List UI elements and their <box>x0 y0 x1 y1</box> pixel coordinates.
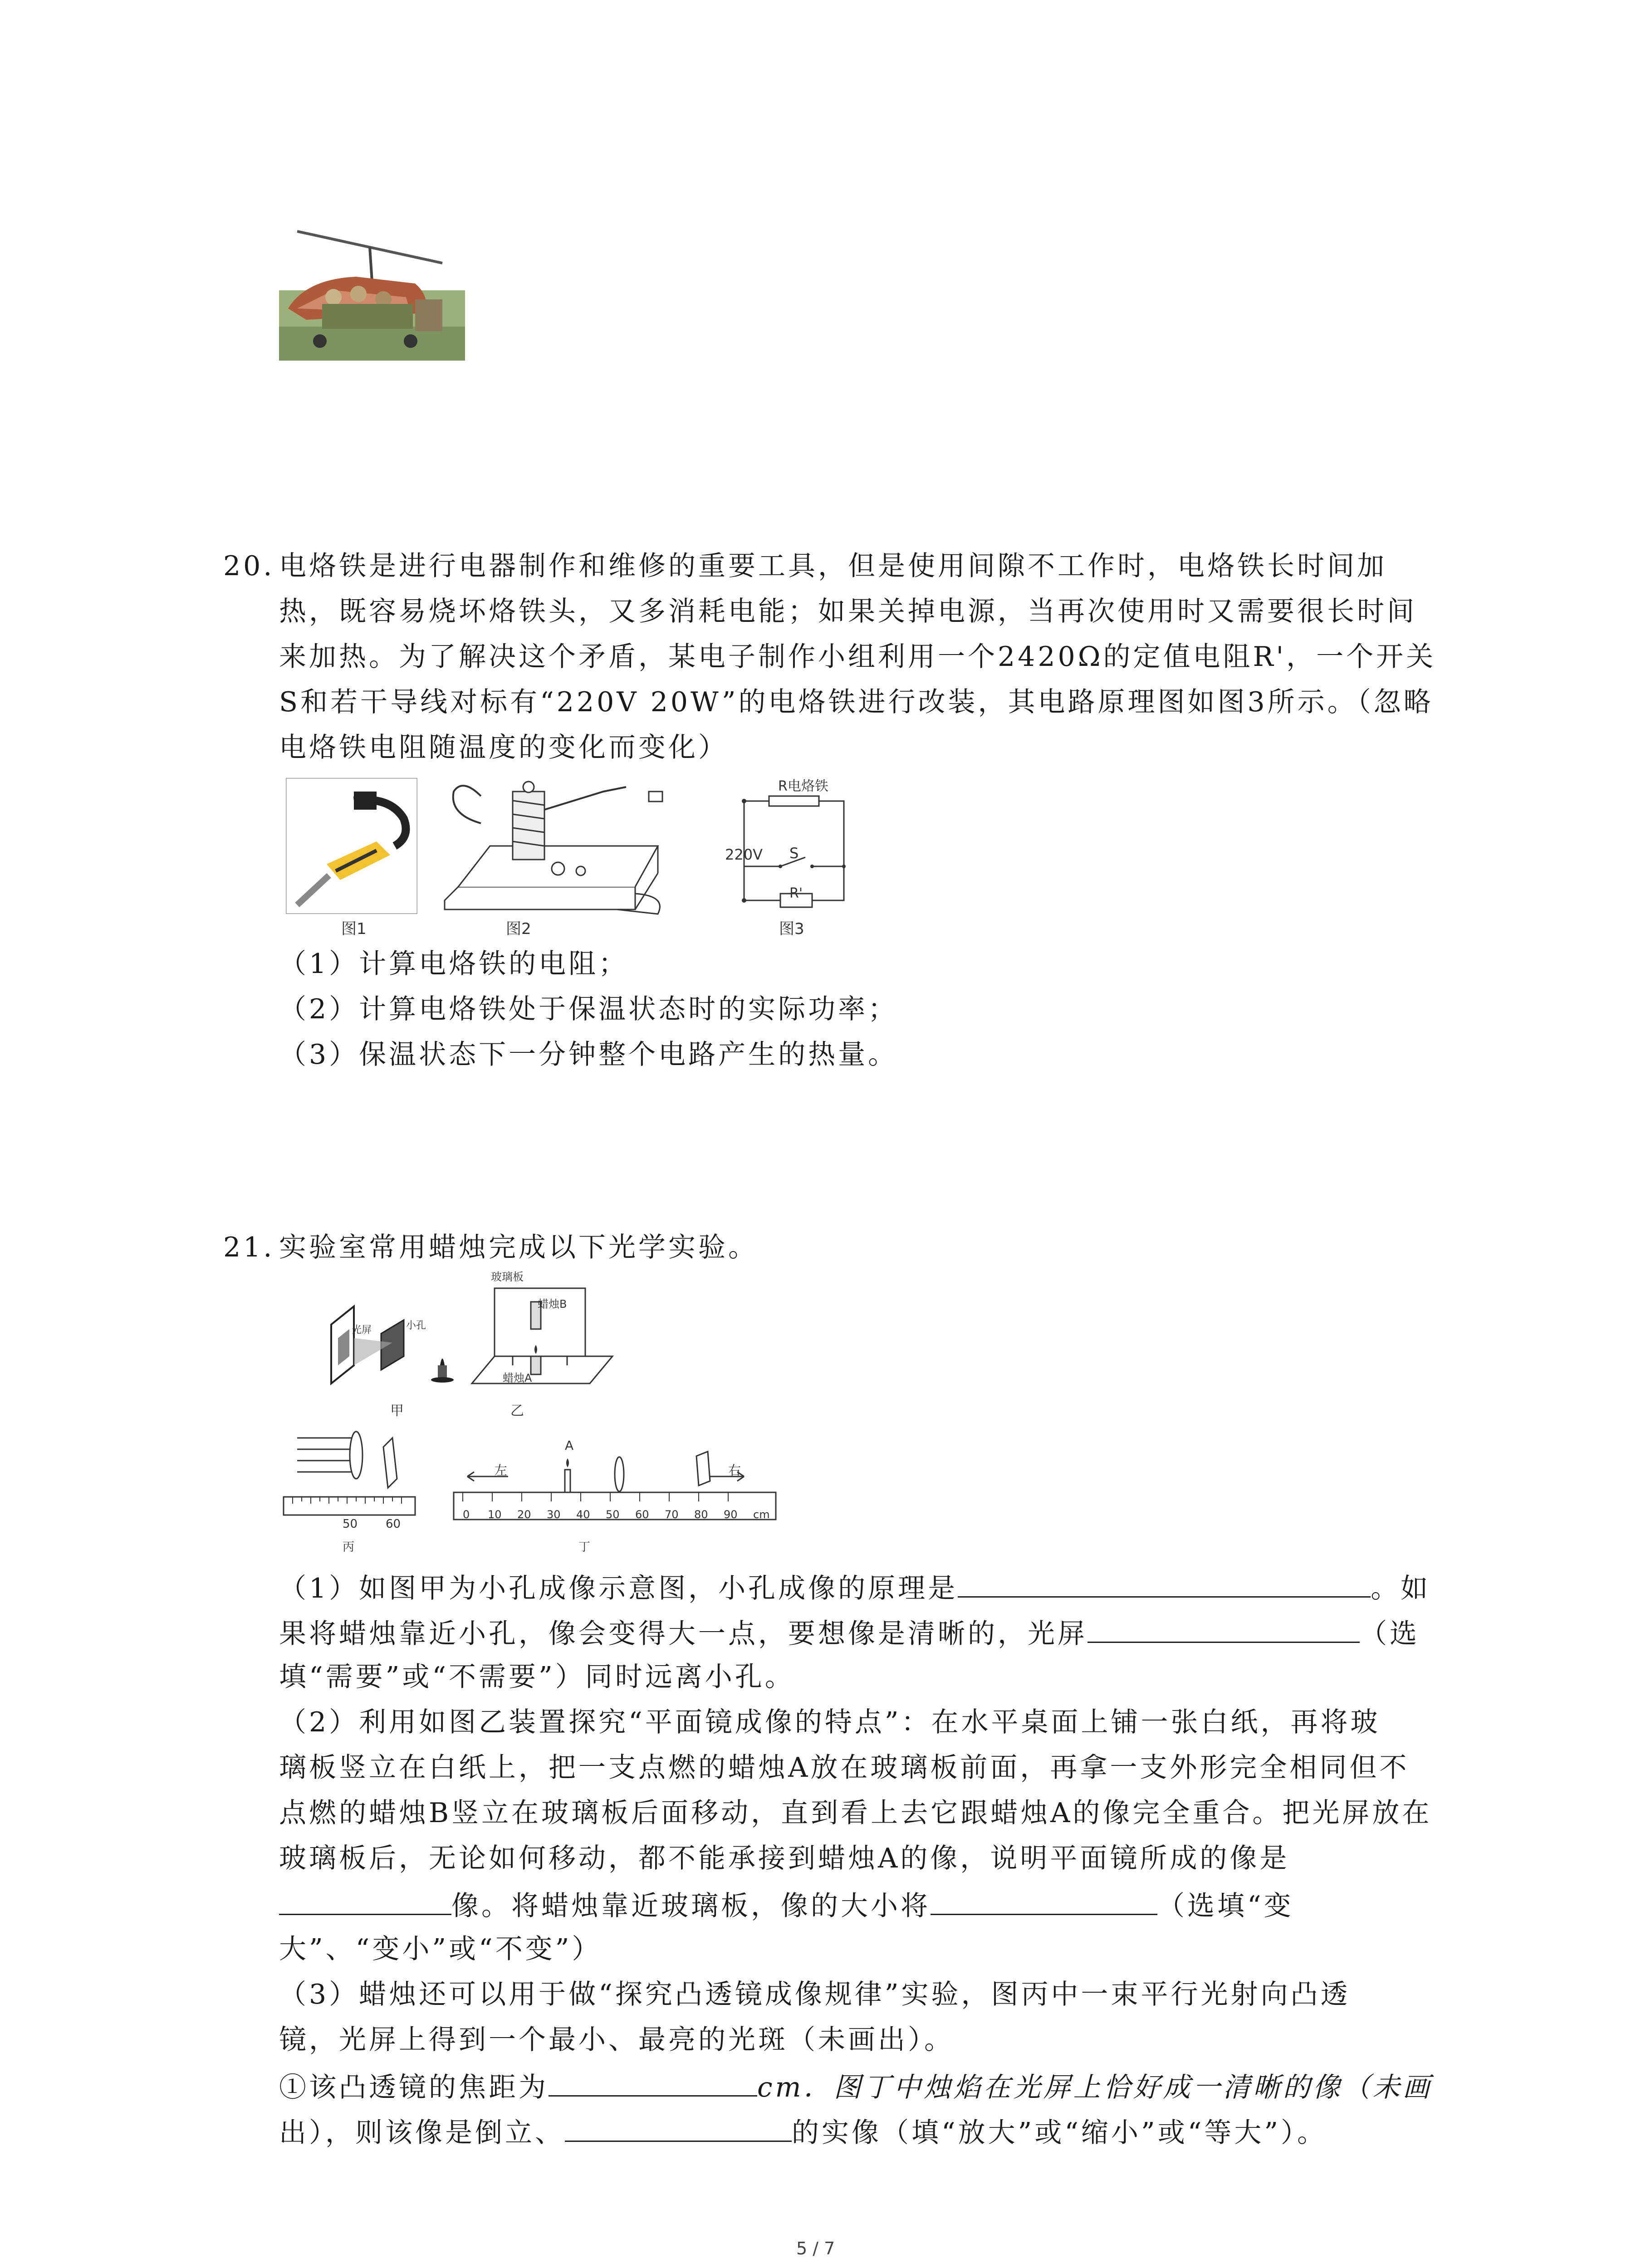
page-number: 5 / 7 <box>796 2239 835 2258</box>
answer-blank-2[interactable] <box>1087 1618 1360 1643</box>
q20-stem-line-3: 来加热。为了解决这个矛盾，某电子制作小组利用一个2420Ω的定值电阻R'，一个开关 <box>279 641 1436 673</box>
fig2-caption: 图2 <box>506 920 531 938</box>
circuit-label-switch: S <box>789 845 799 862</box>
q21-number: 21. <box>223 1232 275 1263</box>
q21-p2-line-5 <box>279 1890 1294 1920</box>
jia-label-screen: 光屏 <box>352 1325 372 1336</box>
q21-p2-line-3: 点燃的蜡烛B竖立在玻璃板后面移动，直到看上去它跟蜡烛A的像完全重合。把光屏放在 <box>279 1797 1432 1829</box>
fig-ding-caption: 丁 <box>578 1540 591 1554</box>
q21-p1-line-2 <box>279 1618 1420 1650</box>
q21-p2-line-2: 璃板竖立在白纸上，把一支点燃的蜡烛A放在玻璃板前面，再拿一支外形完全相同但不 <box>279 1752 1410 1784</box>
ding-tick-cm: cm <box>753 1508 770 1521</box>
q21-p3-line-1: （3）蜡烛还可以用于做“探究凸透镜成像规律”实验，图丙中一束平行光射向凸透 <box>279 1979 1351 2010</box>
ding-tick-70: 70 <box>665 1508 679 1521</box>
yi-label-candleB: 蜡烛B <box>538 1298 567 1310</box>
answer-blank-5[interactable] <box>549 2072 757 2097</box>
q21-p1-text-a: （1）如图甲为小孔成像示意图，小孔成像的原理是 <box>279 1573 958 1604</box>
q20-sub-3: （3）保温状态下一分钟整个电路产生的热量。 <box>279 1039 898 1070</box>
yi-label-glass: 玻璃板 <box>491 1271 524 1283</box>
fig3-caption: 图3 <box>779 920 804 938</box>
fig-jia-caption: 甲 <box>390 1403 404 1419</box>
ding-tick-90: 90 <box>724 1508 738 1521</box>
q21-p3-line-3 <box>279 2072 1433 2101</box>
q21-p1-text-c: 果将蜡烛靠近小孔，像会变得大一点，要想像是清晰的，光屏 <box>279 1618 1087 1650</box>
answer-blank-3[interactable] <box>279 1890 451 1915</box>
q21-p2-text-5a: 像。将蜡烛靠近玻璃板，像的大小将 <box>451 1890 931 1922</box>
q20-sub-1: （1）计算电烙铁的电阻； <box>279 948 629 980</box>
q21-p2-line-1: （2）利用如图乙装置探究“平面镜成像的特点”：在水平桌面上铺一张白纸，再将玻 <box>279 1706 1381 1738</box>
circuit-label-resistor: R' <box>789 885 803 901</box>
q21-p2-text-5b: （选填“变 <box>1157 1890 1294 1922</box>
q21-p3-text-3b: cm．图丁中烛焰在光屏上恰好成一清晰的像（未画 <box>757 2072 1433 2103</box>
q20-stem-line-4: S和若干导线对标有“220V 20W”的电烙铁进行改装，其电路原理图如图3所示。（忽略 <box>279 686 1434 718</box>
ding-label-A: A <box>565 1438 574 1453</box>
fig1-caption: 图1 <box>341 920 367 938</box>
ding-tick-60: 60 <box>635 1508 649 1521</box>
ding-label-right: 右 <box>728 1463 741 1478</box>
focal-length-diagram <box>279 1424 420 1533</box>
q20-stem-line-5: 电烙铁电阻随温度的变化而变化） <box>279 732 728 763</box>
bing-tick-60: 60 <box>386 1517 401 1531</box>
bing-tick-50: 50 <box>343 1517 358 1531</box>
q20-number: 20. <box>223 550 275 582</box>
circuit-label-voltage: 220V <box>725 846 763 863</box>
q20-stem-line-2: 热，既容易烧坏烙铁头，又多消耗电能；如果关掉电源，当再次使用时又需要很长时间 <box>279 596 1417 627</box>
yi-label-candleA: 蜡烛A <box>503 1372 532 1384</box>
ding-tick-50: 50 <box>606 1508 620 1521</box>
ding-tick-30: 30 <box>547 1508 561 1521</box>
ding-label-left: 左 <box>495 1463 508 1478</box>
q21-p1-line-1 <box>279 1573 1430 1602</box>
soldering-iron-photo <box>286 778 417 914</box>
plane-mirror-diagram <box>467 1275 617 1393</box>
q21-p3-text-4a: 出），则该像是倒立、 <box>279 2117 565 2149</box>
q21-p3-text-4b: 的实像（填“放大”或“缩小”或“等大”）。 <box>792 2117 1327 2149</box>
jia-label-hole: 小孔 <box>406 1320 426 1331</box>
ding-tick-0: 0 <box>463 1508 470 1521</box>
ding-tick-10: 10 <box>488 1508 502 1521</box>
ding-tick-40: 40 <box>576 1508 590 1521</box>
fig-yi-caption: 乙 <box>510 1403 524 1419</box>
q21-p2-line-6: 大”、“变小”或“不变”） <box>279 1933 602 1965</box>
q21-p1-text-d: （选 <box>1360 1618 1420 1650</box>
soldering-station-diagram <box>422 773 676 919</box>
q21-p3-line-4 <box>279 2117 1327 2149</box>
ding-tick-80: 80 <box>694 1508 708 1521</box>
q21-p1-text-b: 。如 <box>1371 1573 1431 1604</box>
q21-p3-line-2: 镜，光屏上得到一个最小、最亮的光斑（未画出）。 <box>279 2024 954 2056</box>
q20-sub-2: （2）计算电烙铁处于保温状态时的实际功率； <box>279 993 898 1025</box>
answer-blank-1[interactable] <box>958 1573 1371 1598</box>
gyrocopter-photo <box>279 222 465 361</box>
answer-blank-4[interactable] <box>931 1890 1157 1915</box>
circuit-label-r: R电烙铁 <box>778 778 828 794</box>
fig-bing-caption: 丙 <box>343 1540 355 1554</box>
q21-p3-text-3a: ①该凸透镜的焦距为 <box>279 2072 549 2103</box>
q21-p1-line-3: 填“需要”或“不需要”）同时远离小孔。 <box>279 1661 795 1693</box>
q21-stem: 实验室常用蜡烛完成以下光学实验。 <box>279 1232 758 1263</box>
q20-stem-line-1: 电烙铁是进行电器制作和维修的重要工具，但是使用间隙不工作时，电烙铁长时间加 <box>279 550 1387 582</box>
answer-blank-6[interactable] <box>565 2117 792 2142</box>
q21-p2-line-4: 玻璃板后，无论如何移动，都不能承接到蜡烛A的像，说明平面镜所成的像是 <box>279 1843 1290 1874</box>
ding-tick-20: 20 <box>517 1508 531 1521</box>
pinhole-diagram <box>327 1297 481 1388</box>
